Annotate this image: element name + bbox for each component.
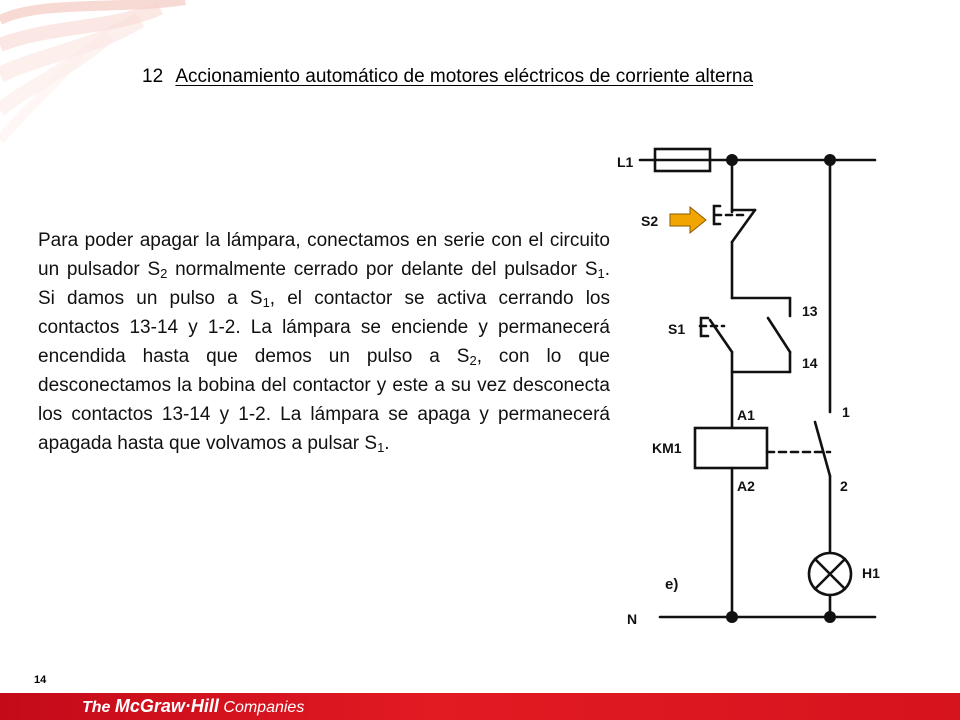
subscript: 1 xyxy=(597,266,605,281)
chapter-title: Accionamiento automático de motores eléctricos de corriente alterna xyxy=(175,66,754,87)
subscript: 1 xyxy=(377,440,385,455)
label-13: 13 xyxy=(802,303,818,319)
label-a2: A2 xyxy=(737,478,755,494)
body-text-part: , el contactor se activa cerrando los contactos 13-14 y 1-2. La lámpara se enciende y permanecerá encendida hasta que demos un pulso a S xyxy=(38,288,610,367)
label-h1: H1 xyxy=(862,565,880,581)
footer-bar xyxy=(0,693,960,720)
logo-brand: McGraw·Hill xyxy=(114,696,219,716)
junction-dot xyxy=(726,611,738,623)
label-e: e) xyxy=(665,576,679,593)
label-a1: A1 xyxy=(737,407,755,423)
body-text-part: . xyxy=(384,433,390,454)
km1-coil xyxy=(695,428,767,468)
label-s2: S2 xyxy=(641,213,659,229)
body-text-part: Para poder apagar la lámpara, conectamos en serie con el circuito un pulsador S xyxy=(38,230,610,280)
contact-13-14 xyxy=(768,318,790,352)
body-text-part: , con lo que desconectamos la bobina del contactor y este a su vez desconecta los contactos 13-14 y 1-2. La lámpara se apaga y permanecerá apagada hasta que volvamos a pulsar S xyxy=(38,346,610,454)
page-number: 14 xyxy=(34,674,47,686)
label-1: 1 xyxy=(842,404,850,420)
label-14: 14 xyxy=(802,355,818,371)
publisher-logo xyxy=(82,696,304,717)
label-2: 2 xyxy=(840,478,848,494)
junction-dot xyxy=(824,154,836,166)
subscript: 1 xyxy=(262,295,270,310)
logo-companies: Companies xyxy=(223,699,305,716)
logo-the: The xyxy=(82,699,111,716)
circuit-diagram xyxy=(597,135,900,635)
subscript: 2 xyxy=(160,266,168,281)
push-arrow-icon xyxy=(670,207,706,233)
body-text-part: . Si damos un pulso a S xyxy=(38,259,611,309)
label-km1: KM1 xyxy=(652,440,682,456)
body-paragraph xyxy=(38,226,610,458)
slide-title xyxy=(142,66,753,88)
junction-dot xyxy=(726,154,738,166)
subscript: 2 xyxy=(469,353,477,368)
label-n: N xyxy=(627,611,638,627)
label-l1: L1 xyxy=(617,154,634,170)
body-text-part: normalmente cerrado por delante del pulsador S xyxy=(167,259,598,280)
junction-dot xyxy=(824,611,836,623)
label-s1: S1 xyxy=(668,321,686,337)
chapter-number: 12 xyxy=(142,66,164,87)
contact-1-2 xyxy=(815,422,830,476)
